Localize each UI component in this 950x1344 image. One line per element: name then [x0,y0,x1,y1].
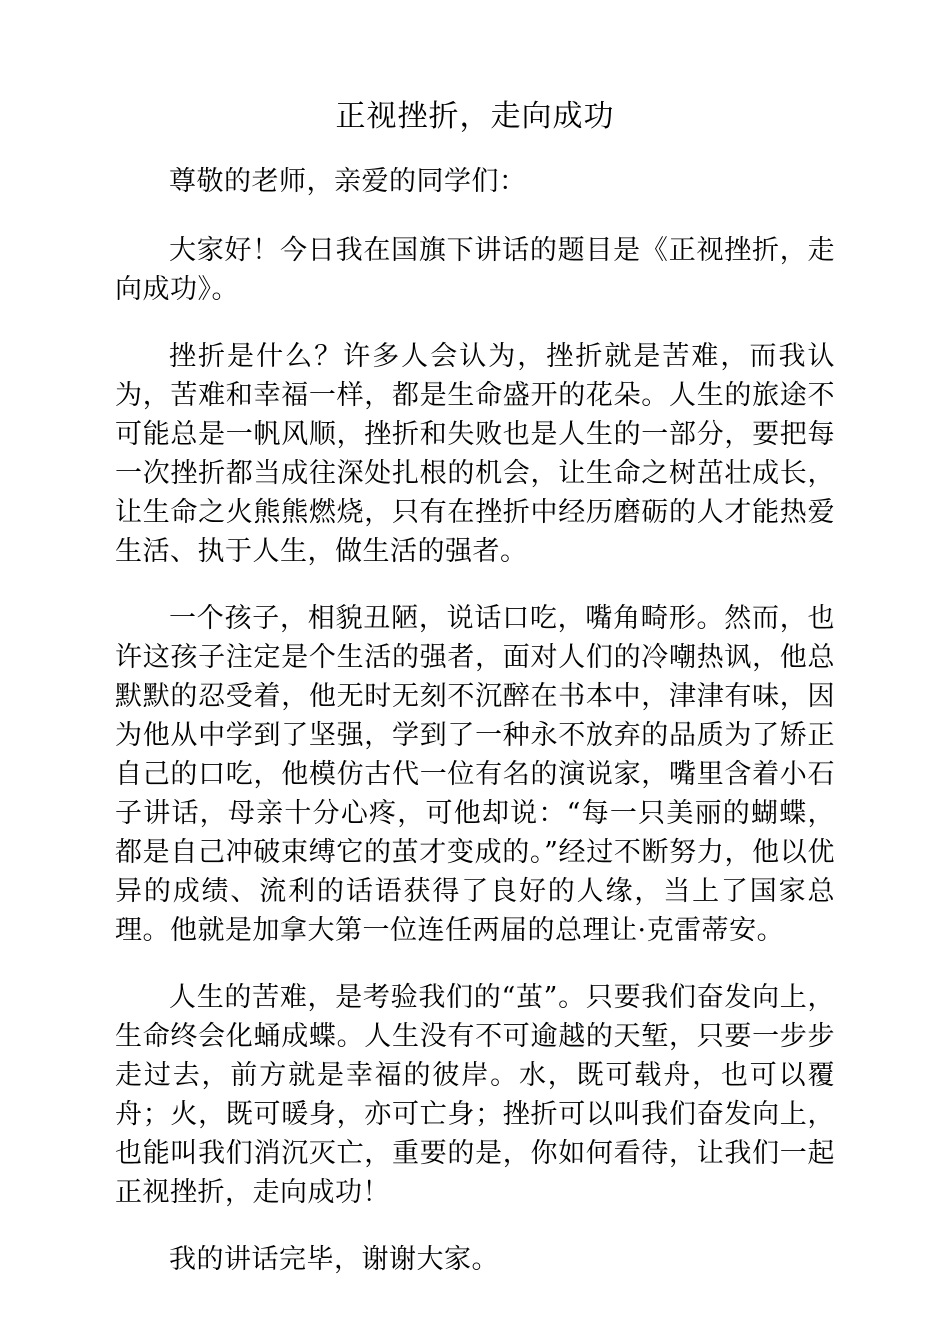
paragraph-story: 一个孩子，相貌丑陋，说话口吃，嘴角畸形。然而，也许这孩子注定是个生活的强者，面对人们的冷嘲热讽，他总默默的忍受着，他无时无刻不沉醉在书本中，津津有味，因为他从中学到了坚强，学到了一种永不放弃的品质为了矫正自己的口吃，他模仿古代一位有名的演说家，嘴里含着小石子讲话，母亲十分心疼，可他却说：“每一只美丽的蝴蝶，都是自己冲破束缚它的茧才变成的。”经过不断努力，他以优异的成绩、流利的话语获得了良好的人缘，当上了国家总理。他就是加拿大第一位连任两届的总理让·克雷蒂安。 [115,603,835,946]
paragraph-greeting: 尊敬的老师，亲爱的同学们： [169,166,527,197]
document-title: 正视挫折，走向成功 [335,99,615,134]
paragraph-conclusion: 人生的苦难，是考验我们的“茧”。只要我们奋发向上，生命终会化蛹成蝶。人生没有不可逾越的天堑，只要一步步走过去，前方就是幸福的彼岸。水，既可载舟，也可以覆舟；火，既可暖身，亦可亡身；挫折可以叫我们奋发向上，也能叫我们消沉灭亡，重要的是，你如何看待，让我们一起正视挫折，走向成功！ [115,982,835,1208]
paragraph-closing: 我的讲话完毕，谢谢大家。 [169,1244,499,1275]
document-body [115,162,835,1307]
paragraph-opening: 大家好！今日我在国旗下讲话的题目是《正视挫折，走向成功》。 [115,235,835,305]
paragraph-what-is-setback: 挫折是什么？许多人会认为，挫折就是苦难，而我认为，苦难和幸福一样，都是生命盛开的花朵。人生的旅途不可能总是一帆风顺，挫折和失败也是人生的一部分，要把每一次挫折都当成往深处扎根的机会，让生命之树茁壮成长，让生命之火熊熊燃烧，只有在挫折中经历磨砺的人才能热爱生活、执于人生，做生活的强者。 [115,341,835,567]
